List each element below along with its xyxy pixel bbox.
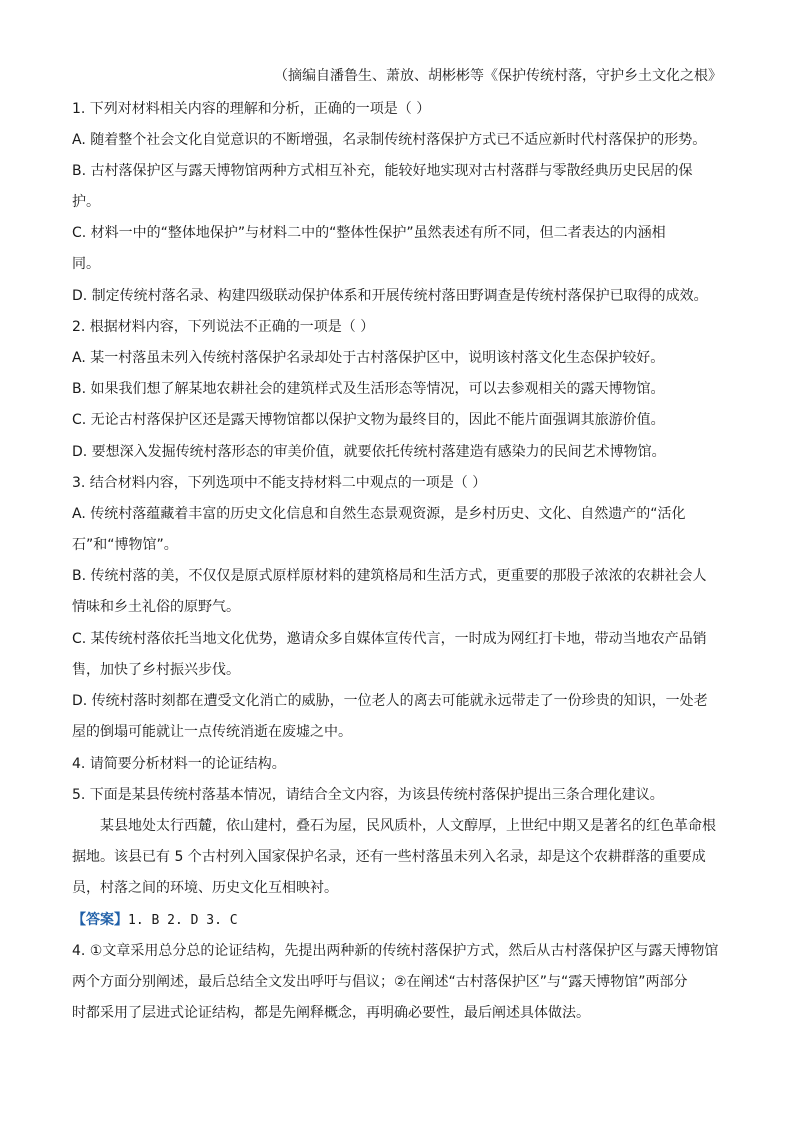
question-2-option-a: A. 某一村落虽未列入传统村落保护名录却处于古村落保护区中，说明该村落文化生态保护较好。: [72, 350, 665, 366]
question-3-option-b-cont: 情味和乡土礼俗的原野气。: [72, 599, 240, 615]
question-3-option-a: A. 传统村落蕴藏着丰富的历史文化信息和自然生态景观资源，是乡村历史、文化、自然遗产的“活化: [72, 506, 686, 522]
question-3-option-a-cont: 石”和“博物馆”。: [72, 537, 178, 553]
question-3-option-d: D. 传统村落时刻都在遭受文化消亡的威胁，一位老人的离去可能就永远带走了一份珍贵的知识，一处老: [72, 693, 708, 709]
question-1-option-b-cont: 护。: [72, 194, 100, 210]
question-3-option-b: B. 传统村落的美，不仅仅是原式原样原材料的建筑格局和生活方式，更重要的那股子浓浓的农耕社会人: [72, 568, 707, 584]
question-5-stem: 5. 下面是某县传统村落基本情况，请结合全文内容，为该县传统村落保护提出三条合理化建议。: [72, 787, 664, 803]
answer-choices: 1. B 2. D 3. C: [128, 913, 238, 928]
question-5-material-line-2: 据地。该县已有 5 个古村列入国家保护名录，还有一些村落虽未列入名录，却是这个农耕群落的重要成: [72, 849, 706, 865]
answer-4-line-3: 时都采用了层进式论证结构，都是先阐释概念，再明确必要性，最后阐述具体做法。: [72, 1005, 590, 1021]
question-2-option-b: B. 如果我们想了解某地农耕社会的建筑样式及生活形态等情况，可以去参观相关的露天博物馆。: [72, 381, 665, 397]
question-3-option-c: C. 某传统村落依托当地文化优势，邀请众多自媒体宣传代言，一时成为网红打卡地，带动当地农产品销: [72, 631, 707, 647]
question-1-option-c-cont: 同。: [72, 256, 100, 272]
question-5-material-line-3: 员，村落之间的环境、历史文化互相映衬。: [72, 880, 338, 896]
question-5-material-line-1: 某县地处太行西麓，依山建村，叠石为屋，民风质朴，人文醇厚，上世纪中期又是著名的红色革命根: [100, 818, 716, 834]
question-3-stem: 3. 结合材料内容，下列选项中不能支持材料二中观点的一项是（ ）: [72, 475, 487, 491]
question-1-option-d: D. 制定传统村落名录、构建四级联动保护体系和开展传统村落田野调查是传统村落保护已取得的成效。: [72, 288, 708, 304]
question-2-option-c: C. 无论古村落保护区还是露天博物馆都以保护文物为最终目的，因此不能片面强调其旅游价值。: [72, 412, 665, 428]
question-4-stem: 4. 请简要分析材料一的论证结构。: [72, 756, 286, 772]
question-1-option-b: B. 古村落保护区与露天博物馆两种方式相互补充，能较好地实现对古村落群与零散经典历史民居的保: [72, 163, 693, 179]
question-1-option-a: A. 随着整个社会文化自觉意识的不断增强，名录制传统村落保护方式已不适应新时代村落保护的形势。: [72, 132, 707, 148]
answer-4-line-1: 4. ①文章采用总分总的论证结构，先提出两种新的传统村落保护方式，然后从古村落保护区与露天博物馆: [72, 943, 719, 959]
question-1-option-c: C. 材料一中的“整体地保护”与材料二中的“整体性保护”虽然表述有所不同，但二者表达的内涵相: [72, 225, 666, 241]
question-2-stem: 2. 根据材料内容，下列说法不正确的一项是（ ）: [72, 319, 375, 335]
question-2-option-d: D. 要想深入发掘传统村落形态的审美价值，就要依托传统村落建造有感染力的民间艺术博物馆。: [72, 444, 666, 460]
question-1-stem: 1. 下列对材料相关内容的理解和分析，正确的一项是（ ）: [72, 101, 431, 117]
answer-4-line-2: 两个方面分别阐述，最后总结全文发出呼吁与倡议；②在阐述“古村落保护区”与“露天博物馆”两部分: [72, 974, 688, 990]
answer-line: [72, 911, 726, 930]
answer-tag: 【答案】: [72, 912, 128, 928]
question-3-option-d-cont: 屋的倒塌可能就让一点传统消逝在废墟之中。: [72, 724, 352, 740]
question-3-option-c-cont: 售，加快了乡村振兴步伐。: [72, 662, 240, 678]
source-citation: （摘编自潘鲁生、萧放、胡彬彬等《保护传统村落，守护乡土文化之根》: [274, 68, 722, 84]
